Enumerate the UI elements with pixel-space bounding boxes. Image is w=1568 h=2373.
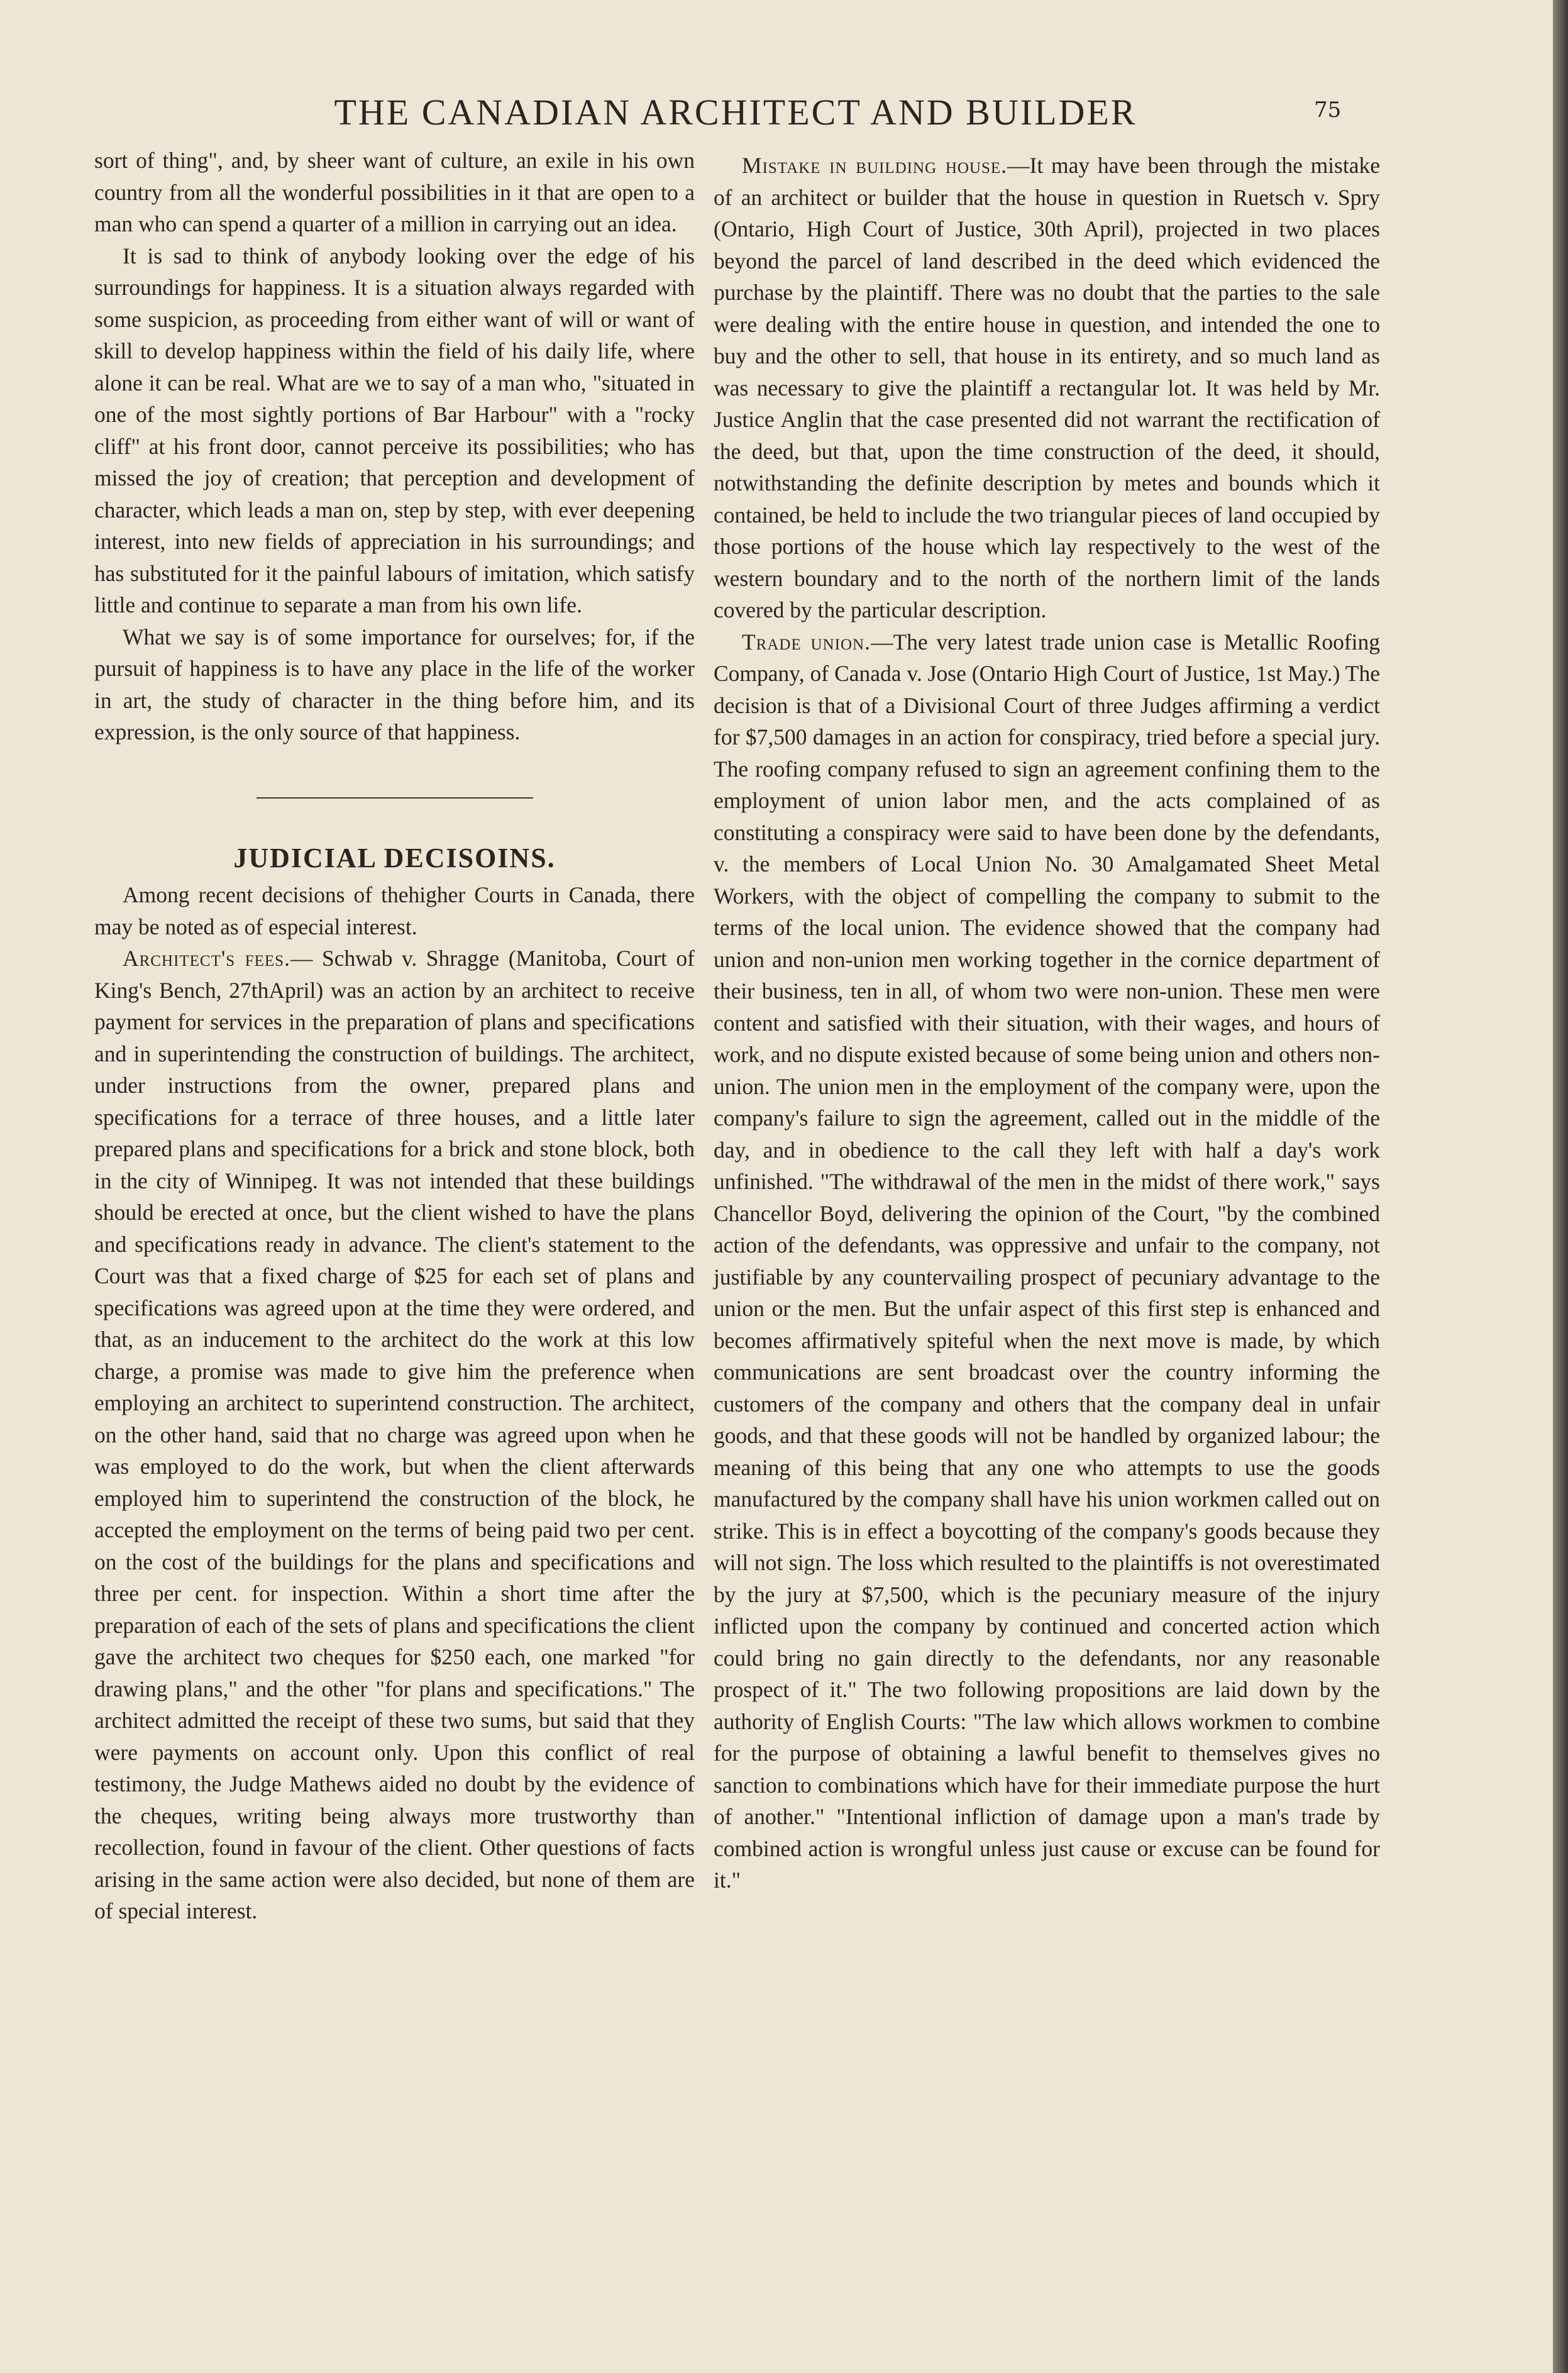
left-column [94,145,695,1927]
paragraph [94,943,695,1927]
section-divider [257,797,533,799]
paragraph [714,626,1380,1896]
paragraph-lead: Trade union. [742,629,871,655]
paragraph-body: —The very latest trade union case is Metallic Roofing Company, of Canada v. Jose (Ontario High Court of Justice, 1st May.) The decision is that of a Divisional Court of three Judges affirming a verdict for $7,500 damages in an action for conspiracy, tried before a special jury. The roofing company refused to sign an agreement confining them to the employment of union labor men, and the acts complained of as constituting a conspiracy were said to have been done by the defendants, v. the members of Local Union No. 30 Amalgamated Sheet Metal Workers, with the object of compelling the company to submit to the terms of the local union. The evidence showed that the company had union and non-union men working together in the cornice department of their business, ten in all, of whom two were non-union. These men were content and satisfied with their situation, with their wages, and hours of work, and no dispute existed because of some being union and others non-union. The union men in the employment of the company were, upon the company's failure to sign the agreement, called out in the middle of the day, and in obedience to the call they left with half a day's work unfinished. "The withdrawal of the men in the midst of there work," says Chancellor Boyd, delivering the opinion of the Court, "by the combined action of the defendants, was oppressive and unfair to the company, not justifiable by any countervailing prospect of pecuniary advantage to the union or the men. But the unfair aspect of this first step is enhanced and becomes affirmatively spiteful when the next move is made, by which communications are sent broadcast over the country informing the customers of the company and others that the company deal in unfair goods, and that these goods will not be handled by organized labour; the meaning of this being that any one who attempts to use the goods manufactured by the company shall have his union workmen called out on strike. This is in effect a boycotting of the company's goods because they will not sign. The loss which resulted to the plaintiffs is not overestimated by the jury at $7,500, which is the pecuniary measure of the injury inflicted upon the company by continued and concerted action which could bring no gain directly to the defendants, nor any reasonable prospect of it." The two following propositions are laid down by the authority of English Courts: "The law which allows workmen to combine for the purpose of obtaining a lawful benefit to themselves gives no sanction to combinations which have for their immediate purpose the hurt of another." "Intentional infliction of damage upon a man's trade by combined action is wrongful unless just cause or excuse can be found for it." [714,629,1381,1893]
paragraph-body: — Schwab v. Shragge (Manitoba, Court of King's Bench, 27thApril) was an action by an architect to receive payment for services in the preparation of plans and specifications and in superintending the construction of buildings. The architect, under instructions from the owner, prepared plans and specifications for a terrace of three houses, and a little later prepared plans and specifications for a brick and stone block, both in the city of Winnipeg. It was not intended that these buildings should be erected at once, but the client wished to have the plans and specifications ready in advance. The client's statement to the Court was that a fixed charge of $25 for each set of plans and specifications was agreed upon at the time they were ordered, and that, as an inducement to the architect do the work at this low charge, a promise was made to give him the preference when employing an architect to superintend construction. The architect, on the other hand, said that no charge was agreed upon when he was employed to do the work, but when the client afterwards employed him to superintend the construction of the block, he accepted the employment on the terms of being paid two per cent. on the cost of the buildings for the plans and specifications and three per cent. for inspection. Within a short time after the preparation of each of the sets of plans and specifications the client gave the architect two cheques for $250 each, one marked "for drawing plans," and the other "for plans and specifications." The architect admitted the receipt of these two sums, but said that they were payments on account only. Upon this conflict of real testimony, the Judge Mathews aided no doubt by the evidence of the cheques, writing being always more trustworthy than recollection, found in favour of the client. Other questions of facts arising in the same action were also decided, but none of them are of special interest. [94,946,695,1923]
running-head: THE CANADIAN ARCHITECT AND BUILDER [334,92,1137,133]
paragraph-lead: Architect's fees. [123,946,290,971]
paragraph: sort of thing", and, by sheer want of culture, an exile in his own country from all the wonderful possibilities in it that are open to a man who can spend a quarter of a million in carrying out an idea. [94,148,695,236]
binding-edge [1553,0,1568,2373]
section-heading: JUDICIAL DECISOINS. [233,842,556,873]
paragraph [714,150,1380,626]
paragraph-lead: Mistake in building house. [742,153,1008,178]
paragraph: It is sad to think of anybody looking over the edge of his surroundings for happiness. It is a situation always regarded with some suspicion, as proceeding from either want of will or want of skill to develop happiness within the field of his daily life, where alone it can be real. What are we to say of a man who, "situated in one of the most sightly portions of Bar Harbour" with a "rocky cliff" at his front door, cannot perceive its possibilities; who has missed the joy of creation; that perception and development of character, which leads a man on, step by step, with ever deepening interest, into new fields of appreciation in his surroundings; and has substituted for it the painful labours of imitation, which satisfy little and continue to separate a man from his own life. [94,243,695,617]
paragraph-body: —It may have been through the mistake of an architect or builder that the house in question in Ruetsch v. Spry (Ontario, High Court of Justice, 30th April), projected in two places beyond the parcel of land described in the deed which evidenced the purchase by the plaintiff. There was no doubt that the parties to the sale were dealing with the entire house in question, and intended the one to buy and the other to sell, that house in its entirety, and so much land as was necessary to give the plaintiff a rectangular lot. It was held by Mr. Justice Anglin that the case presented did not warrant the rectification of the deed, but that, upon the time construction of the deed, it should, notwithstanding the definite description by metes and bounds which it contained, be held to include the two triangular pieces of land occupied by those portions of the house which lay respectively to the west of the western boundary and to the north of the northern limit of the lands covered by the particular description. [714,153,1380,622]
right-column [714,150,1380,1896]
paragraph: Among recent decisions of thehigher Courts in Canada, there may be noted as of especial interest. [94,882,695,939]
paragraph: What we say is of some importance for ourselves; for, if the pursuit of happiness is to have any place in the life of the worker in art, the study of character in the thing before him, and its expression, is the only source of that happiness. [94,624,695,744]
page-number: 75 [1314,97,1342,123]
